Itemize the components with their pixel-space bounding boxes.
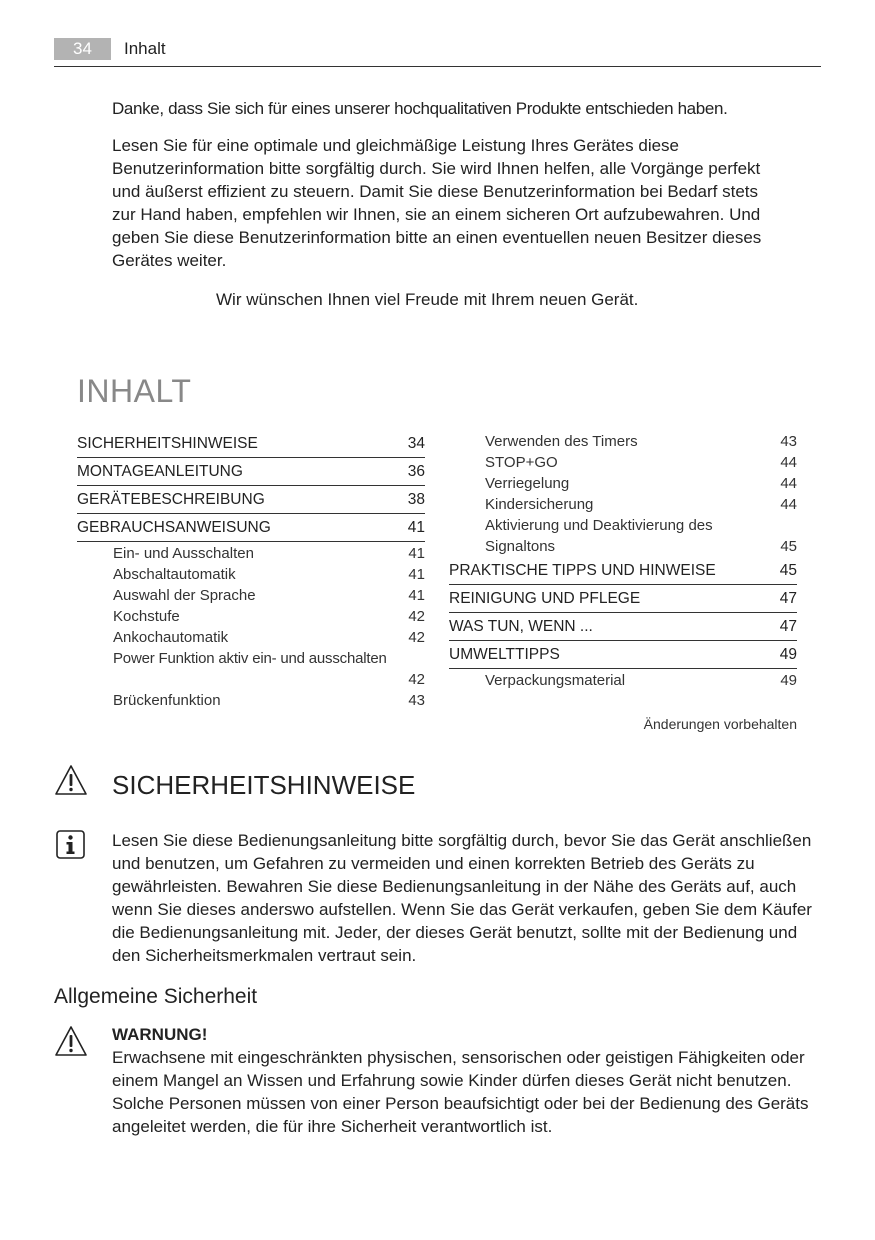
- toc-entry-main[interactable]: GERÄTEBESCHREIBUNG 38: [77, 486, 425, 514]
- page-number: 34: [54, 38, 111, 60]
- toc-entry-main[interactable]: REINIGUNG UND PFLEGE 47: [449, 585, 797, 613]
- toc-title: INHALT: [77, 373, 192, 409]
- page-header: [54, 38, 821, 67]
- toc-entry-main[interactable]: WAS TUN, WENN ... 47: [449, 613, 797, 641]
- info-icon: [56, 830, 85, 859]
- toc-entry-sub[interactable]: Abschaltautomatik 41: [113, 566, 425, 583]
- warning-label: WARNUNG!: [112, 1025, 208, 1044]
- toc-entry-sub[interactable]: Verpackungsmaterial 49: [485, 672, 797, 689]
- header-title: Inhalt: [124, 39, 166, 58]
- section-title-safety: SICHERHEITSHINWEISE: [112, 770, 416, 800]
- toc-left-column: [77, 430, 425, 711]
- toc-right-column: [449, 431, 797, 691]
- toc-entry-sub[interactable]: Kindersicherung 44: [485, 496, 797, 513]
- changes-note: Änderungen vorbehalten: [643, 716, 797, 732]
- warning-triangle-icon: [54, 1025, 88, 1057]
- safety-info-text: Lesen Sie diese Bedienungsanleitung bitte sorgfältig durch, bevor Sie das Gerät anschließen und benutzen, um Gefahren zu vermeiden und einen korrekten Betrieb des Geräts zu gewährleisten. Bewahren Sie diese Bedienungsanleitung in der Nähe des Geräts auf, auch wenn Sie dieses anderswo aufstellen. Wenn Sie das Gerät verkaufen, geben Sie dem Käufer die Bedienungsanleitung mit. Jeder, der dieses Gerät benutzt, sollte mit der Bedienung und den Sicherheitsmerkmalen vertraut sein.: [112, 831, 812, 965]
- toc-entry-sub[interactable]: Kochstufe 42: [113, 608, 425, 625]
- toc-entry-main[interactable]: MONTAGEANLEITUNG 36: [77, 458, 425, 486]
- toc-entry-sub[interactable]: Verwenden des Timers 43: [485, 433, 797, 450]
- general-safety-heading: Allgemeine Sicherheit: [54, 985, 258, 1008]
- toc-entry-sub[interactable]: Brückenfunktion 43: [113, 692, 425, 709]
- intro-thanks: Danke, dass Sie sich für eines unserer hochqualitativen Produkte entschieden haben.: [112, 99, 728, 118]
- toc-entry-sub[interactable]: Auswahl der Sprache 41: [113, 587, 425, 604]
- toc-entry-main[interactable]: UMWELTTIPPS 49: [449, 641, 797, 669]
- toc-entry-main[interactable]: PRAKTISCHE TIPPS UND HINWEISE 45: [449, 557, 797, 585]
- toc-entry-sub-wrapped[interactable]: Aktivierung und Deaktivierung des Signaltons 45: [485, 517, 797, 555]
- toc-entry-sub[interactable]: STOP+GO 44: [485, 454, 797, 471]
- toc-entry-sub[interactable]: Verriegelung 44: [485, 475, 797, 492]
- intro-paragraph: Lesen Sie für eine optimale und gleichmäßige Leistung Ihres Gerätes diese Benutzerinformation bitte sorgfältig durch. Sie wird Ihnen helfen, alle Vorgänge perfekt und äußerst effizient zu steuern. Damit Sie diese Benutzerinformation bei Bedarf stets zur Hand haben, empfehlen wir Ihnen, sie an einem sicheren Ort aufzubewahren. Und geben Sie diese Benutzerinformation bitte an einen eventuellen neuen Besitzer dieses Gerätes weiter.: [112, 136, 762, 270]
- warning-triangle-icon: [54, 764, 88, 796]
- warning-text: Erwachsene mit eingeschränkten physischen, sensorischen oder geistigen Fähigkeiten oder einem Mangel an Wissen und Erfahrung sowie Kinder dürfen dieses Gerät nicht benutzen. Solche Personen müssen von einer Person beaufsichtigt oder bei der Bedienung des Geräts angeleitet werden, die für ihre Sicherheit verantwortlich ist.: [112, 1048, 809, 1136]
- toc-entry-sub[interactable]: Ein- und Ausschalten 41: [113, 545, 425, 562]
- toc-entry-main[interactable]: SICHERHEITSHINWEISE 34: [77, 430, 425, 458]
- toc-entry-sub[interactable]: Ankochautomatik 42: [113, 629, 425, 646]
- intro-section: [112, 97, 772, 311]
- toc-entry-sub-wrapped[interactable]: Power Funktion aktiv ein- und ausschalten 42: [113, 650, 425, 688]
- intro-wish: Wir wünschen Ihnen viel Freude mit Ihrem neuen Gerät.: [216, 290, 639, 309]
- toc-entry-main[interactable]: GEBRAUCHSANWEISUNG 41: [77, 514, 425, 542]
